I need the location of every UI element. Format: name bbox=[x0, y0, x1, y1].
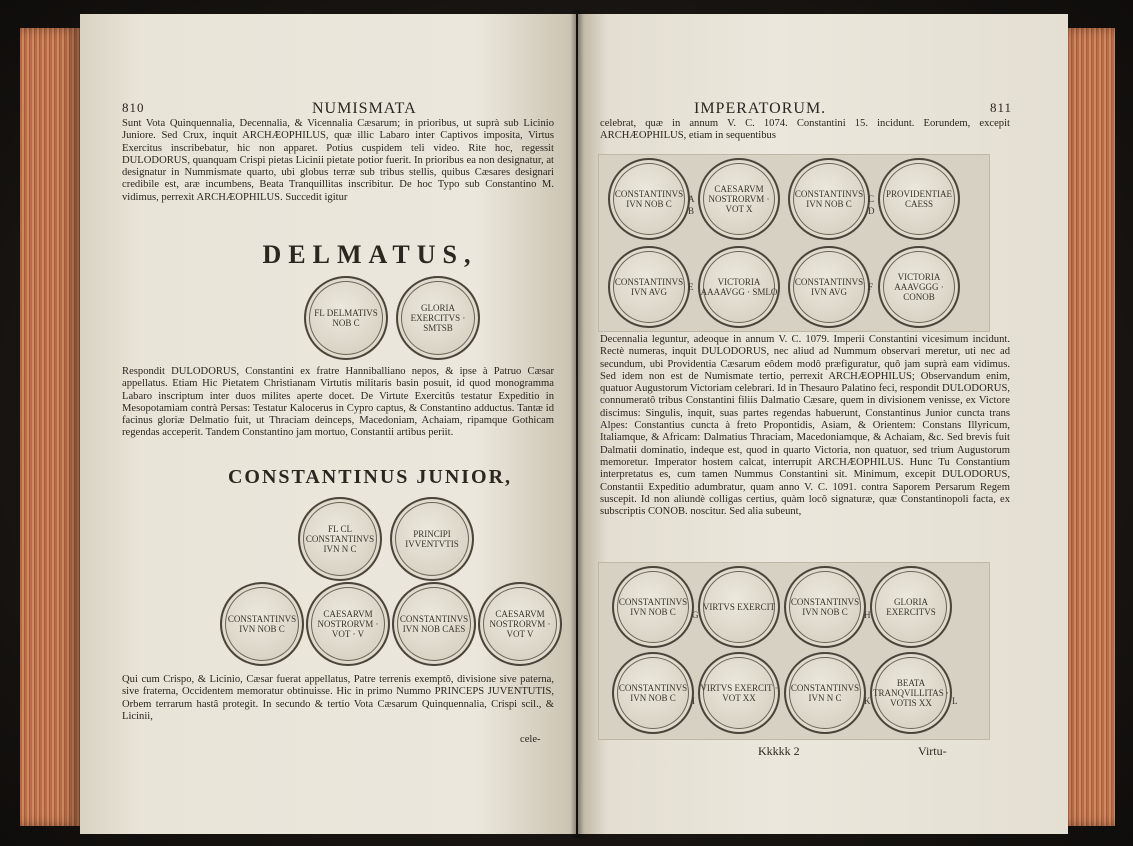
coin-cj-1: FL CL CONSTANTINVS IVN N C bbox=[298, 497, 382, 581]
coin-p2-7: CONSTANTINVS IVN N C bbox=[784, 652, 866, 734]
heading-constantinus-junior: CONSTANTINUS JUNIOR, bbox=[227, 466, 513, 488]
catchword-right: Virtu- bbox=[918, 744, 947, 758]
coin-p1-4: PROVIDENTIAE CAESS bbox=[878, 158, 960, 240]
coin-p1-3: CONSTANTINVS IVN NOB C bbox=[788, 158, 870, 240]
plate-letter-h: H bbox=[864, 610, 871, 620]
plate-letter-g: G bbox=[692, 610, 699, 620]
left-page-edges bbox=[20, 28, 80, 826]
plate-letter-e: E bbox=[688, 282, 694, 292]
catchword-left: cele- bbox=[520, 734, 541, 745]
coin-p2-3: CONSTANTINVS IVN NOB C bbox=[784, 566, 866, 648]
right-paragraph-2: Decennalia leguntur, adeoque in annum V. C. 1079. Imperii Constantini vicesimum incidunt. Rectè numeras, inquit DULODORUS, nec aliud ad Nummum observari meretur, uti nec ad secundum, ubi Providentia Cæsarum eôdem modô præfiguratur, quô jam suprà eam vidimus. Sed idem non est de Numismate tertio, perrexit ARCHÆOPHILUS; Observandum enim, quatuor Augustorum Victoriam celebrari. Id in Thesauro Palatino feci, respondit DULODORUS, connumeratô tribus Constantini filiis Dalmatio Cæsare, quem in divisionem venisse, ex Victore discimus: Singulis, inquit, suas partes regendas habuerunt, Constantinus Junior cuncta trans Alpes: Constantius cuncta à freto Propontidis, Asiam, & Orientem: Constans Illyricum, Italiamque, & Africam: Dalmatius Thraciam, Macedoniamque, & Achaiam, &c. Sed brevis fuit Dalmatii dominatio, indeque est, quod in quarto Victoria, non quatuor, sed trium Augustorum memoretur. Imperator hostem calcat, interrupit ARCHÆOPHILUS. Hunc Tu Constantium interpretatus es, cum tamen Nummus Constantini sit. Minimum, excepit DULODORUS, Constantii Expeditio adumbratur, quam anno V. C. 1091. contra Saporem Persarum Regem suscepit. Id non aliundè colligas certius, quàm locô signaturæ, quæ Constantinopoli facta, ex subscriptis CONOB. noscitur. Sed alia subeunt, bbox=[600, 334, 1010, 518]
right-paragraph-1: celebrat, quæ in annum V. C. 1074. Constantini 15. incidunt. Eorundem, excepit ARCHÆOPHILUS, etiam in sequentibus bbox=[600, 118, 1010, 142]
coin-p2-2: VIRTVS EXERCIT bbox=[698, 566, 780, 648]
running-head-left: NUMISMATA bbox=[312, 100, 417, 117]
right-page bbox=[578, 14, 1068, 834]
left-paragraph-1: Sunt Vota Quinquennalia, Decennalia, & Vicennalia Cæsarum; in prioribus, ut suprà sub Licinio Juniore. Sed Crux, inquit ARCHÆOPHILUS, quæ illic Labaro inter Captivos imposita, Virtus Exercitus inscribebatur, hic non apparet. Potius cuspidem teli video. Rite hoc, regessit DULODORUS, quanquam Crispi pietas Licinii pietate potior fuerit. In prioribus ea non designatur, at designatur in Nummismate quarto, ubi globus terræ sub tribus stellis, quibus Cæsares designari credibile est, aræ incumbens, Beata Tranquillitas inscribitur. De hoc Typo sub Constantino M. vidimus, perrexit ARCHÆOPHILUS. Succedit igitur bbox=[122, 118, 554, 203]
left-page bbox=[80, 14, 576, 834]
coin-p2-6: VIRTVS EXERCIT · VOT XX bbox=[698, 652, 780, 734]
coin-delmatus-obverse: FL DELMATIVS NOB C bbox=[304, 276, 388, 360]
coin-p1-5: CONSTANTINVS IVN AVG bbox=[608, 246, 690, 328]
coin-delmatus-reverse: GLORIA EXERCITVS · SMTSB bbox=[396, 276, 480, 360]
coin-p1-6: VICTORIA AAAAVGG · SMLO bbox=[698, 246, 780, 328]
coin-cj-5: CONSTANTINVS IVN NOB CAES bbox=[392, 582, 476, 666]
left-paragraph-3: Qui cum Crispo, & Licinio, Cæsar fuerat appellatus, Patre terrenis exemptô, divisione sive paterna, sive fraterna, Occidentem memoratur obtinuisse. Hic in primo Nummo PRINCEPS JUVENTUTIS, Orbem terrarum hastâ protegit. In secundo & tertio Vota Cæsarum Quinquennalia, Crispi scil., & Licinii, bbox=[122, 674, 554, 722]
coin-p2-4: GLORIA EXERCITVS bbox=[870, 566, 952, 648]
plate-letter-f: F bbox=[868, 282, 874, 292]
page-number-left: 810 bbox=[122, 100, 145, 115]
coin-p1-7: CONSTANTINVS IVN AVG bbox=[788, 246, 870, 328]
coin-p1-2: CAESARVM NOSTRORVM · VOT X bbox=[698, 158, 780, 240]
coin-cj-6: CAESARVM NOSTRORVM · VOT V bbox=[478, 582, 562, 666]
plate-letter-k: K bbox=[864, 696, 871, 706]
coin-p2-1: CONSTANTINVS IVN NOB C bbox=[612, 566, 694, 648]
heading-delmatus: DELMATUS, bbox=[262, 240, 478, 269]
coin-p2-8: BEATA TRANQVILLITAS · VOTIS XX bbox=[870, 652, 952, 734]
page-number-right: 811 bbox=[990, 100, 1013, 115]
plate-letter-c: C bbox=[868, 194, 875, 204]
signature-mark: Kkkkk 2 bbox=[758, 744, 800, 758]
plate-letter-i: I bbox=[692, 696, 695, 706]
coin-cj-2: PRINCIPI IVVENTVTIS bbox=[390, 497, 474, 581]
coin-cj-4: CAESARVM NOSTRORVM · VOT · V bbox=[306, 582, 390, 666]
coin-p1-8: VICTORIA AAAVGGG · CONOB bbox=[878, 246, 960, 328]
plate-letter-a: A bbox=[688, 194, 695, 204]
coin-cj-3: CONSTANTINVS IVN NOB C bbox=[220, 582, 304, 666]
plate-letter-l: L bbox=[952, 696, 958, 706]
running-head-right: IMPERATORUM. bbox=[694, 100, 827, 117]
coin-p2-5: CONSTANTINVS IVN NOB C bbox=[612, 652, 694, 734]
plate-letter-b: B bbox=[688, 206, 695, 216]
plate-letter-d: D bbox=[868, 206, 875, 216]
left-paragraph-2: Respondit DULODORUS, Constantini ex fratre Hanniballiano nepos, & ipse à Patruo Cæsar appellatus. Etiam Hic Pietatem Christianam Virtutis militaris basin posuit, id quod monogramma Labaro inscriptum inter duos milites aperte docet. De Virtute Exercitûs testatur Expeditio in Mesopotamiam contrà Persas: Testatur Kalocerus in Cypro captus, & Constantino adductus. Tantæ id facinus gloriæ Delmatio fuit, ut Thraciam deinceps, Macedoniam, Achaiam, ripamque Gothicam regendas acceperit. Tandem Constantino jam mortuo, Constantii artibus periit. bbox=[122, 366, 554, 439]
coin-p1-1: CONSTANTINVS IVN NOB C bbox=[608, 158, 690, 240]
book-gutter bbox=[570, 10, 584, 838]
